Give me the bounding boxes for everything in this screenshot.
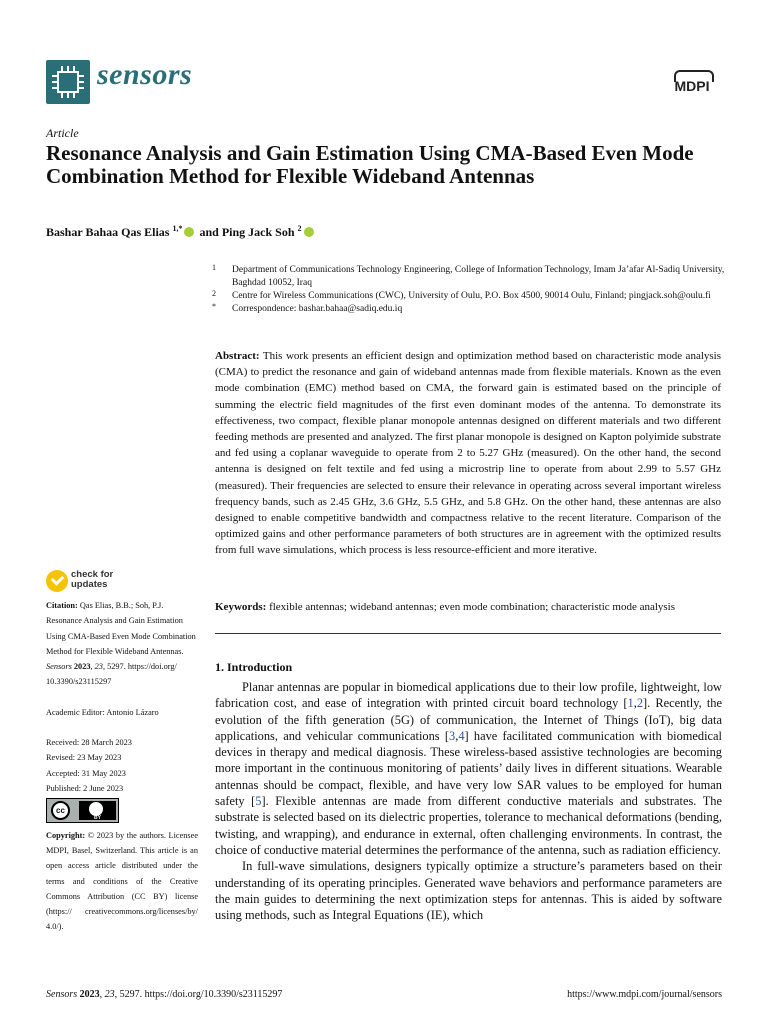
paragraph-text: Planar antennas are popular in biomedical applications due to their low profile, lightweight, low fabrication cost, and ease of integration with printed circuit board technology [ xyxy=(215,680,722,711)
reference-link[interactable]: 5 xyxy=(255,794,262,809)
affiliation-mark: 1 xyxy=(212,263,216,272)
cc-icon: cc xyxy=(51,801,70,820)
orcid-icon[interactable] xyxy=(304,227,314,237)
footer-citation: Sensors 2023, 23, 5297. https://doi.org/10.3390/s23115297 xyxy=(46,989,283,1000)
body-text xyxy=(215,679,722,923)
affiliation-item xyxy=(212,264,732,290)
keywords-text: flexible antennas; wideband antennas; even mode combination; characteristic mode analysis xyxy=(269,601,676,613)
affiliation-item xyxy=(212,303,732,316)
check-updates-line2: updates xyxy=(71,579,108,590)
by-icon xyxy=(79,801,116,820)
author-list xyxy=(46,224,316,240)
abstract xyxy=(215,348,721,559)
paragraph-text: ] have facilitated communication with biomedical devices in therapy and medical diagnosis. These wireless-based assistive technologies are becoming more important in the continuous monitoring of patients’ daily lives in different situations. Wearable antennas should be compact, flexible, and have very low SAR values to be employed for human safety [ xyxy=(215,728,722,809)
citation-text: Qas Elias, B.B.; Soh, P.J. Resonance Analysis and Gain Estimation Using CMA-Based Even Mode Combination Method for Flexible Wideband Antennas. xyxy=(46,601,196,656)
journal-name: sensors xyxy=(97,58,193,91)
keywords-label: Keywords: xyxy=(215,601,267,613)
footer-volume: 23 xyxy=(104,989,115,1000)
author-affil-marks: 2 xyxy=(297,224,302,233)
copyright-text: © 2023 by the authors. Licensee MDPI, Basel, Switzerland. This article is an open access article distributed under the terms and conditions of the Creative Commons Attribution (CC BY) license (https:// creativecommons.org/licenses/by/ 4.0/). xyxy=(46,831,199,932)
date-received: Received: 28 March 2023 xyxy=(46,738,132,748)
affiliation-mark: * xyxy=(212,302,216,311)
author-name[interactable]: Ping Jack Soh xyxy=(221,225,295,239)
reference-link[interactable]: 4 xyxy=(458,728,465,743)
paragraph xyxy=(215,679,722,858)
paragraph-text: , xyxy=(455,728,459,743)
journal-logo xyxy=(46,60,90,104)
date-revised: Revised: 23 May 2023 xyxy=(46,753,122,763)
citation-label: Citation: xyxy=(46,601,78,610)
citation-year: 2023 xyxy=(73,662,91,672)
paragraph-text: , xyxy=(633,696,637,711)
date-published: Published: 2 June 2023 xyxy=(46,783,124,793)
article-type: Article xyxy=(46,126,79,140)
chip-icon xyxy=(57,71,79,93)
affiliation-mark: 2 xyxy=(212,289,216,298)
abstract-label: Abstract: xyxy=(215,350,260,362)
reference-link[interactable]: 1 xyxy=(627,696,634,711)
paragraph-text: ]. Flexible antennas are made from different conductive materials and substrates. The substrate is selected based on its dielectric properties, tolerance to mechanical deformations (bending, twisting, and wrapping), and endurance in external, often challenging environments. In contrast, the choice of conductive material determines the performance of the antenna, such as radiation efficiency. xyxy=(215,794,722,857)
copyright xyxy=(46,828,198,934)
author-name[interactable]: Bashar Bahaa Qas Elias xyxy=(46,225,170,239)
by-label: BY xyxy=(94,815,101,821)
date-accepted: Accepted: 31 May 2023 xyxy=(46,768,126,778)
reference-link[interactable]: 3 xyxy=(449,728,456,743)
citation-volume: 23 xyxy=(94,662,103,672)
academic-editor: Academic Editor: Antonio Lázaro xyxy=(46,707,159,717)
affiliation-text: Department of Communications Technology Engineering, College of Information Technology, Imam Ja’afar Al-Sadiq University, Baghdad 10052, Iraq xyxy=(232,265,725,288)
affiliations xyxy=(212,264,732,316)
sidebar-info xyxy=(46,598,198,796)
footer-doi[interactable]: , 5297. https://doi.org/10.3390/s23115297 xyxy=(114,989,283,1000)
footer-year: 2023 xyxy=(79,989,100,1000)
cc-by-license-badge[interactable] xyxy=(46,798,119,823)
section-divider xyxy=(215,633,721,634)
citation-doi[interactable]: , 5297. https://doi.org/ 10.3390/s23115297 xyxy=(46,662,177,687)
checkmark-icon xyxy=(46,570,68,592)
article-title: Resonance Analysis and Gain Estimation Using CMA-Based Even Mode Combination Method for Flexible Wideband Antennas xyxy=(46,141,694,188)
check-updates-line1: check for xyxy=(71,569,114,580)
affiliation-text: Centre for Wireless Communications (CWC), University of Oulu, P.O. Box 4500, 90014 Oulu, Finland; pingjack.soh@oulu.fi xyxy=(232,291,711,301)
affiliation-item xyxy=(212,290,732,303)
orcid-icon[interactable] xyxy=(184,227,194,237)
author-connector: and xyxy=(199,225,219,239)
publisher-name: MDPI xyxy=(674,78,710,94)
copyright-label: Copyright: xyxy=(46,831,86,840)
citation-journal: Sensors xyxy=(46,662,72,672)
abstract-text: This work presents an efficient design and optimization method based on characteristic mode analysis (CMA) to predict the resonance and gain of wideband antennas made from flexible materials. Known as the even mode combination (EMC) method based on CMA, the forward gain is estimated based on the principle of summing the electric field magnitudes of the first even dominant modes of the antenna. To demonstrate its effectiveness, two compact, flexible planar monopole antennas designed on different materials and two different feeding methods are presented and analyzed. The first planar monopole is designed on Kapton polyimide substrate and fed using a coplanar waveguide to operate from 2 to 5.27 GHz (measured). On the other hand, the second antenna is designed on felt textile and fed using a microstrip line to operate from about 2.99 to 5.57 GHz (measured). Their frequencies are selected to ensure their relevance in operating across several important wireless frequency bands, such as 2.45 GHz, 3.6 GHz, 5.5 GHz, and 5.8 GHz. On the other hand, these antennas are also designed to enable competitive bandwidth and compactness relative to the recent literature. Comparison of the optimized gains and other performance parameters of both structures are in agreement with the optimized results from full wave simulations, which process is less resource-efficient and more iterative. xyxy=(215,350,721,557)
footer-journal: Sensors xyxy=(46,989,78,1000)
publisher-logo xyxy=(666,70,718,100)
citation: Citation: Qas Elias, B.B.; Soh, P.J. Resonance Analysis and Gain Estimation Using CMA-Based Even Mode Combination Method for Flexible Wideband Antennas. Sensors 2023, 23, 5297. https://doi.org/ 10.3390/s23115297 xyxy=(46,601,196,687)
author-affil-marks: 1,* xyxy=(172,224,183,233)
check-for-updates-badge[interactable] xyxy=(46,568,126,596)
paragraph-text: ]. Recently, the evolution of the fifth generation (5G) of communication, the Internet of Things (IoT), big data applications, and vehicular communications [ xyxy=(215,696,722,743)
correspondence-text: Correspondence: bashar.bahaa@sadiq.edu.iq xyxy=(232,304,403,314)
paragraph: In full-wave simulations, designers typically optimize a structure’s parameters based on their understanding of its operating principles. Generated wave behaviors and performance parameters are the main guides to determining the next optimization steps for antennas. This is aided by software using methods, such as Integral Equations (IE), which xyxy=(215,859,722,923)
footer-url[interactable]: https://www.mdpi.com/journal/sensors xyxy=(567,989,722,1000)
section-heading: 1. Introduction xyxy=(215,660,293,674)
keywords xyxy=(215,599,721,615)
reference-link[interactable]: 2 xyxy=(636,696,644,711)
